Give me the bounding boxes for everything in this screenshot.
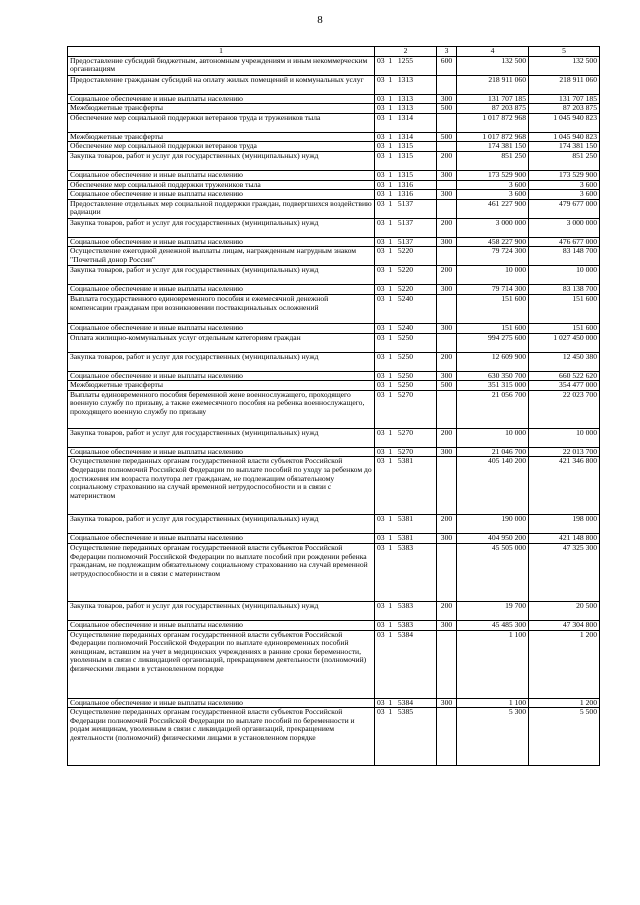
item-code: 03 1 5384 bbox=[375, 698, 437, 708]
item-amount-year1: 19 700 bbox=[457, 601, 529, 620]
item-expense-type: 500 bbox=[437, 381, 457, 391]
item-expense-type bbox=[437, 630, 457, 698]
item-code: 03 1 1313 bbox=[375, 104, 437, 114]
item-amount-year1: 458 227 900 bbox=[457, 237, 529, 247]
table-header-row bbox=[68, 47, 600, 57]
item-code: 03 1 5270 bbox=[375, 447, 437, 457]
item-code: 03 1 5220 bbox=[375, 266, 437, 285]
item-expense-type bbox=[437, 457, 457, 515]
item-expense-type: 300 bbox=[437, 170, 457, 180]
table-row bbox=[68, 75, 600, 94]
item-amount-year2: 10 000 bbox=[529, 266, 600, 285]
item-amount-year2: 22 023 700 bbox=[529, 390, 600, 428]
item-amount-year1: 461 227 900 bbox=[457, 199, 529, 218]
item-code: 03 1 5383 bbox=[375, 620, 437, 630]
item-amount-year1: 190 000 bbox=[457, 515, 529, 534]
table-row bbox=[68, 515, 600, 534]
item-expense-type: 300 bbox=[437, 447, 457, 457]
item-amount-year2: 218 911 060 bbox=[529, 75, 600, 94]
item-amount-year2: 3 600 bbox=[529, 180, 600, 190]
item-amount-year1: 79 714 300 bbox=[457, 285, 529, 295]
table-row bbox=[68, 534, 600, 544]
item-expense-type: 300 bbox=[437, 285, 457, 295]
item-code: 03 1 1313 bbox=[375, 75, 437, 94]
item-amount-year1: 132 500 bbox=[457, 56, 529, 75]
item-code: 03 1 5384 bbox=[375, 630, 437, 698]
item-amount-year1: 151 600 bbox=[457, 294, 529, 323]
item-amount-year1: 45 485 300 bbox=[457, 620, 529, 630]
item-expense-type: 300 bbox=[437, 371, 457, 381]
table-row bbox=[68, 371, 600, 381]
item-name: Межбюджетные трансферты bbox=[68, 381, 375, 391]
table-row bbox=[68, 428, 600, 447]
item-name: Социальное обеспечение и иные выплаты населению bbox=[68, 94, 375, 104]
item-expense-type: 300 bbox=[437, 698, 457, 708]
item-amount-year1: 1 017 872 968 bbox=[457, 113, 529, 132]
item-expense-type: 500 bbox=[437, 132, 457, 142]
item-expense-type: 200 bbox=[437, 151, 457, 170]
item-amount-year2: 87 203 875 bbox=[529, 104, 600, 114]
item-expense-type bbox=[437, 390, 457, 428]
item-code: 03 1 1316 bbox=[375, 180, 437, 190]
item-expense-type bbox=[437, 180, 457, 190]
table-row bbox=[68, 56, 600, 75]
item-amount-year2: 1 200 bbox=[529, 630, 600, 698]
item-expense-type bbox=[437, 113, 457, 132]
item-code: 03 1 5381 bbox=[375, 515, 437, 534]
item-amount-year1: 1 100 bbox=[457, 630, 529, 698]
item-expense-type: 300 bbox=[437, 237, 457, 247]
item-amount-year2: 1 027 450 000 bbox=[529, 333, 600, 352]
item-expense-type: 200 bbox=[437, 601, 457, 620]
table-row bbox=[68, 620, 600, 630]
table-row bbox=[68, 218, 600, 237]
item-amount-year2: 1 045 940 823 bbox=[529, 132, 600, 142]
item-amount-year1: 151 600 bbox=[457, 323, 529, 333]
item-code: 03 1 5270 bbox=[375, 428, 437, 447]
item-expense-type: 300 bbox=[437, 620, 457, 630]
item-name: Предоставление отдельных мер социальной поддержки граждан, подвергшихся воздействию радиации bbox=[68, 199, 375, 218]
item-code: 03 1 1314 bbox=[375, 113, 437, 132]
item-amount-year1: 218 911 060 bbox=[457, 75, 529, 94]
table-row bbox=[68, 151, 600, 170]
item-expense-type: 500 bbox=[437, 104, 457, 114]
item-amount-year2: 479 677 000 bbox=[529, 199, 600, 218]
item-name: Осуществление переданных органам государственной власти субъектов Российской Федерации полномочий Российской Федерации по выплате единовременных пособий женщинам, вставшим на учет в медицинских учреждениях в ранние сроки беременности, уволенным в связи с ликвидацией организаций, прекращением деятельности (полномочий) физическими лицами в установленном порядке bbox=[68, 630, 375, 698]
budget-table bbox=[67, 46, 600, 766]
item-expense-type: 200 bbox=[437, 515, 457, 534]
item-amount-year2: 198 000 bbox=[529, 515, 600, 534]
item-expense-type: 300 bbox=[437, 190, 457, 200]
item-code: 03 1 1315 bbox=[375, 142, 437, 152]
item-amount-year2: 10 000 bbox=[529, 428, 600, 447]
item-name: Социальное обеспечение и иные выплаты населению bbox=[68, 237, 375, 247]
item-name: Закупка товаров, работ и услуг для государственных (муниципальных) нужд bbox=[68, 218, 375, 237]
table-row bbox=[68, 285, 600, 295]
item-name: Обеспечение мер социальной поддержки тружеников тыла bbox=[68, 180, 375, 190]
item-expense-type: 300 bbox=[437, 534, 457, 544]
item-amount-year1: 45 505 000 bbox=[457, 543, 529, 601]
item-code: 03 1 1255 bbox=[375, 56, 437, 75]
page-number: 8 bbox=[317, 14, 323, 26]
item-code: 03 1 5137 bbox=[375, 199, 437, 218]
table-row bbox=[68, 333, 600, 352]
item-amount-year1: 3 600 bbox=[457, 180, 529, 190]
item-amount-year1: 173 529 900 bbox=[457, 170, 529, 180]
item-amount-year1: 851 250 bbox=[457, 151, 529, 170]
item-name: Осуществление ежегодной денежной выплаты лицам, награжденным нагрудным знаком "Почетный донор России" bbox=[68, 247, 375, 266]
header-cell-4: 4 bbox=[457, 47, 529, 57]
table-row bbox=[68, 247, 600, 266]
table-row bbox=[68, 199, 600, 218]
table-row bbox=[68, 601, 600, 620]
item-code: 03 1 5220 bbox=[375, 285, 437, 295]
item-name: Выплата государственного единовременного пособия и ежемесячной денежной компенсации гражданам при возникновении поствакцинальных осложнений bbox=[68, 294, 375, 323]
item-name: Социальное обеспечение и иные выплаты населению bbox=[68, 285, 375, 295]
item-name: Закупка товаров, работ и услуг для государственных (муниципальных) нужд bbox=[68, 352, 375, 371]
item-amount-year2: 3 000 000 bbox=[529, 218, 600, 237]
item-expense-type bbox=[437, 333, 457, 352]
item-amount-year2: 421 148 800 bbox=[529, 534, 600, 544]
item-name: Социальное обеспечение и иные выплаты населению bbox=[68, 698, 375, 708]
item-name: Социальное обеспечение и иные выплаты населению bbox=[68, 371, 375, 381]
item-amount-year2: 421 346 800 bbox=[529, 457, 600, 515]
item-amount-year2: 20 500 bbox=[529, 601, 600, 620]
item-code: 03 1 5220 bbox=[375, 247, 437, 266]
item-name: Закупка товаров, работ и услуг для государственных (муниципальных) нужд bbox=[68, 266, 375, 285]
table-row bbox=[68, 266, 600, 285]
item-expense-type bbox=[437, 75, 457, 94]
table-row bbox=[68, 543, 600, 601]
item-name: Закупка товаров, работ и услуг для государственных (муниципальных) нужд bbox=[68, 428, 375, 447]
table-row bbox=[68, 698, 600, 708]
item-amount-year2: 354 477 000 bbox=[529, 381, 600, 391]
table-row bbox=[68, 104, 600, 114]
table-row bbox=[68, 630, 600, 698]
item-expense-type: 600 bbox=[437, 56, 457, 75]
item-amount-year1: 12 609 900 bbox=[457, 352, 529, 371]
table-row bbox=[68, 390, 600, 428]
item-amount-year2: 660 522 620 bbox=[529, 371, 600, 381]
item-code: 03 1 5381 bbox=[375, 457, 437, 515]
item-name: Социальное обеспечение и иные выплаты населению bbox=[68, 620, 375, 630]
item-name: Социальное обеспечение и иные выплаты населению bbox=[68, 170, 375, 180]
item-code: 03 1 1316 bbox=[375, 190, 437, 200]
item-code: 03 1 5383 bbox=[375, 543, 437, 601]
item-amount-year1: 21 056 700 bbox=[457, 390, 529, 428]
item-expense-type: 300 bbox=[437, 94, 457, 104]
item-amount-year1: 79 724 300 bbox=[457, 247, 529, 266]
item-name: Выплаты единовременного пособия беременной жене военнослужащего, проходящего военную службу по призыву, а также ежемесячного пособия на ребенка военнослужащего, проходящего военную службу по призыву bbox=[68, 390, 375, 428]
item-code: 03 1 1314 bbox=[375, 132, 437, 142]
item-name: Предоставление субсидий бюджетным, автономным учреждениям и иным некоммерческим организациям bbox=[68, 56, 375, 75]
item-code: 03 1 5137 bbox=[375, 237, 437, 247]
table-row bbox=[68, 237, 600, 247]
item-code: 03 1 5270 bbox=[375, 390, 437, 428]
item-code: 03 1 1315 bbox=[375, 170, 437, 180]
item-expense-type bbox=[437, 543, 457, 601]
table-row bbox=[68, 352, 600, 371]
item-expense-type: 200 bbox=[437, 218, 457, 237]
item-code: 03 1 5137 bbox=[375, 218, 437, 237]
item-expense-type bbox=[437, 142, 457, 152]
item-name: Межбюджетные трансферты bbox=[68, 132, 375, 142]
item-expense-type: 200 bbox=[437, 428, 457, 447]
table-row bbox=[68, 190, 600, 200]
item-name: Обеспечение мер социальной поддержки ветеранов труда и тружеников тыла bbox=[68, 113, 375, 132]
item-amount-year1: 630 350 700 bbox=[457, 371, 529, 381]
item-amount-year2: 476 677 000 bbox=[529, 237, 600, 247]
item-amount-year1: 174 381 150 bbox=[457, 142, 529, 152]
item-amount-year1: 994 275 600 bbox=[457, 333, 529, 352]
item-code: 03 1 5240 bbox=[375, 294, 437, 323]
item-amount-year2: 5 500 bbox=[529, 708, 600, 766]
item-name: Предоставление гражданам субсидий на оплату жилых помещений и коммунальных услуг bbox=[68, 75, 375, 94]
table-row bbox=[68, 180, 600, 190]
item-amount-year2: 174 381 150 bbox=[529, 142, 600, 152]
header-cell-1: 1 bbox=[68, 47, 375, 57]
item-expense-type: 200 bbox=[437, 266, 457, 285]
item-amount-year2: 1 045 940 823 bbox=[529, 113, 600, 132]
item-amount-year1: 5 300 bbox=[457, 708, 529, 766]
item-amount-year1: 404 950 200 bbox=[457, 534, 529, 544]
item-amount-year2: 1 200 bbox=[529, 698, 600, 708]
item-expense-type bbox=[437, 708, 457, 766]
item-name: Осуществление переданных органам государственной власти субъектов Российской Федерации полномочий Российской Федерации по выплате пособий по уходу за ребенком до достижения им возраста полутора лет гражданам, не подлежащим обязательному социальному страхованию на случай временной нетрудоспособности и в связи с материнством bbox=[68, 457, 375, 515]
item-name: Закупка товаров, работ и услуг для государственных (муниципальных) нужд bbox=[68, 601, 375, 620]
table-row bbox=[68, 294, 600, 323]
item-amount-year1: 10 000 bbox=[457, 266, 529, 285]
item-amount-year2: 22 013 700 bbox=[529, 447, 600, 457]
item-name: Закупка товаров, работ и услуг для государственных (муниципальных) нужд bbox=[68, 515, 375, 534]
item-amount-year2: 131 707 185 bbox=[529, 94, 600, 104]
item-amount-year1: 3 600 bbox=[457, 190, 529, 200]
item-expense-type: 300 bbox=[437, 323, 457, 333]
item-name: Межбюджетные трансферты bbox=[68, 104, 375, 114]
table-row bbox=[68, 142, 600, 152]
item-amount-year2: 47 325 300 bbox=[529, 543, 600, 601]
item-expense-type bbox=[437, 247, 457, 266]
item-name: Обеспечение мер социальной поддержки ветеранов труда bbox=[68, 142, 375, 152]
table-row bbox=[68, 708, 600, 766]
item-name: Социальное обеспечение и иные выплаты населению bbox=[68, 190, 375, 200]
table-row bbox=[68, 381, 600, 391]
item-name: Социальное обеспечение и иные выплаты населению bbox=[68, 534, 375, 544]
item-code: 03 1 5383 bbox=[375, 601, 437, 620]
item-amount-year2: 151 600 bbox=[529, 294, 600, 323]
item-expense-type bbox=[437, 199, 457, 218]
item-amount-year2: 132 500 bbox=[529, 56, 600, 75]
header-cell-5: 5 bbox=[529, 47, 600, 57]
item-name: Оплата жилищно-коммунальных услуг отдельным категориям граждан bbox=[68, 333, 375, 352]
table-row bbox=[68, 447, 600, 457]
item-code: 03 1 5250 bbox=[375, 371, 437, 381]
item-name: Осуществление переданных органам государственной власти субъектов Российской Федерации полномочий Российской Федерации по выплате пособий при рождении ребенка гражданам, не подлежащим обязательному социальному страхованию на случай временной нетрудоспособности и в связи с материнством bbox=[68, 543, 375, 601]
table-row bbox=[68, 170, 600, 180]
table-row bbox=[68, 94, 600, 104]
item-amount-year2: 83 138 700 bbox=[529, 285, 600, 295]
item-name: Социальное обеспечение и иные выплаты населению bbox=[68, 323, 375, 333]
table-row bbox=[68, 323, 600, 333]
item-expense-type: 200 bbox=[437, 352, 457, 371]
table-row bbox=[68, 132, 600, 142]
item-name: Социальное обеспечение и иные выплаты населению bbox=[68, 447, 375, 457]
item-amount-year1: 1 017 872 968 bbox=[457, 132, 529, 142]
item-expense-type bbox=[437, 294, 457, 323]
item-amount-year2: 3 600 bbox=[529, 190, 600, 200]
item-code: 03 1 1313 bbox=[375, 94, 437, 104]
item-name: Закупка товаров, работ и услуг для государственных (муниципальных) нужд bbox=[68, 151, 375, 170]
item-code: 03 1 5250 bbox=[375, 352, 437, 371]
item-amount-year1: 405 140 200 bbox=[457, 457, 529, 515]
item-amount-year1: 131 707 185 bbox=[457, 94, 529, 104]
item-code: 03 1 1315 bbox=[375, 151, 437, 170]
item-code: 03 1 5381 bbox=[375, 534, 437, 544]
item-amount-year1: 21 046 700 bbox=[457, 447, 529, 457]
item-amount-year2: 12 450 380 bbox=[529, 352, 600, 371]
item-amount-year2: 151 600 bbox=[529, 323, 600, 333]
table-row bbox=[68, 457, 600, 515]
item-amount-year2: 83 148 700 bbox=[529, 247, 600, 266]
item-code: 03 1 5250 bbox=[375, 381, 437, 391]
item-amount-year2: 173 529 900 bbox=[529, 170, 600, 180]
item-code: 03 1 5250 bbox=[375, 333, 437, 352]
item-code: 03 1 5240 bbox=[375, 323, 437, 333]
header-cell-2: 2 bbox=[375, 47, 437, 57]
item-amount-year2: 851 250 bbox=[529, 151, 600, 170]
item-amount-year1: 351 315 000 bbox=[457, 381, 529, 391]
table-row bbox=[68, 113, 600, 132]
item-amount-year1: 1 100 bbox=[457, 698, 529, 708]
item-code: 03 1 5385 bbox=[375, 708, 437, 766]
item-name: Осуществление переданных органам государственной власти субъектов Российской Федерации полномочий Российской Федерации по выплате пособий по беременности и родам женщинам, уволенным в связи с ликвидацией организаций, прекращением деятельности (полномочий) физическими лицами в установленном порядке bbox=[68, 708, 375, 766]
item-amount-year1: 3 000 000 bbox=[457, 218, 529, 237]
item-amount-year2: 47 304 800 bbox=[529, 620, 600, 630]
item-amount-year1: 87 203 875 bbox=[457, 104, 529, 114]
item-amount-year1: 10 000 bbox=[457, 428, 529, 447]
header-cell-3: 3 bbox=[437, 47, 457, 57]
